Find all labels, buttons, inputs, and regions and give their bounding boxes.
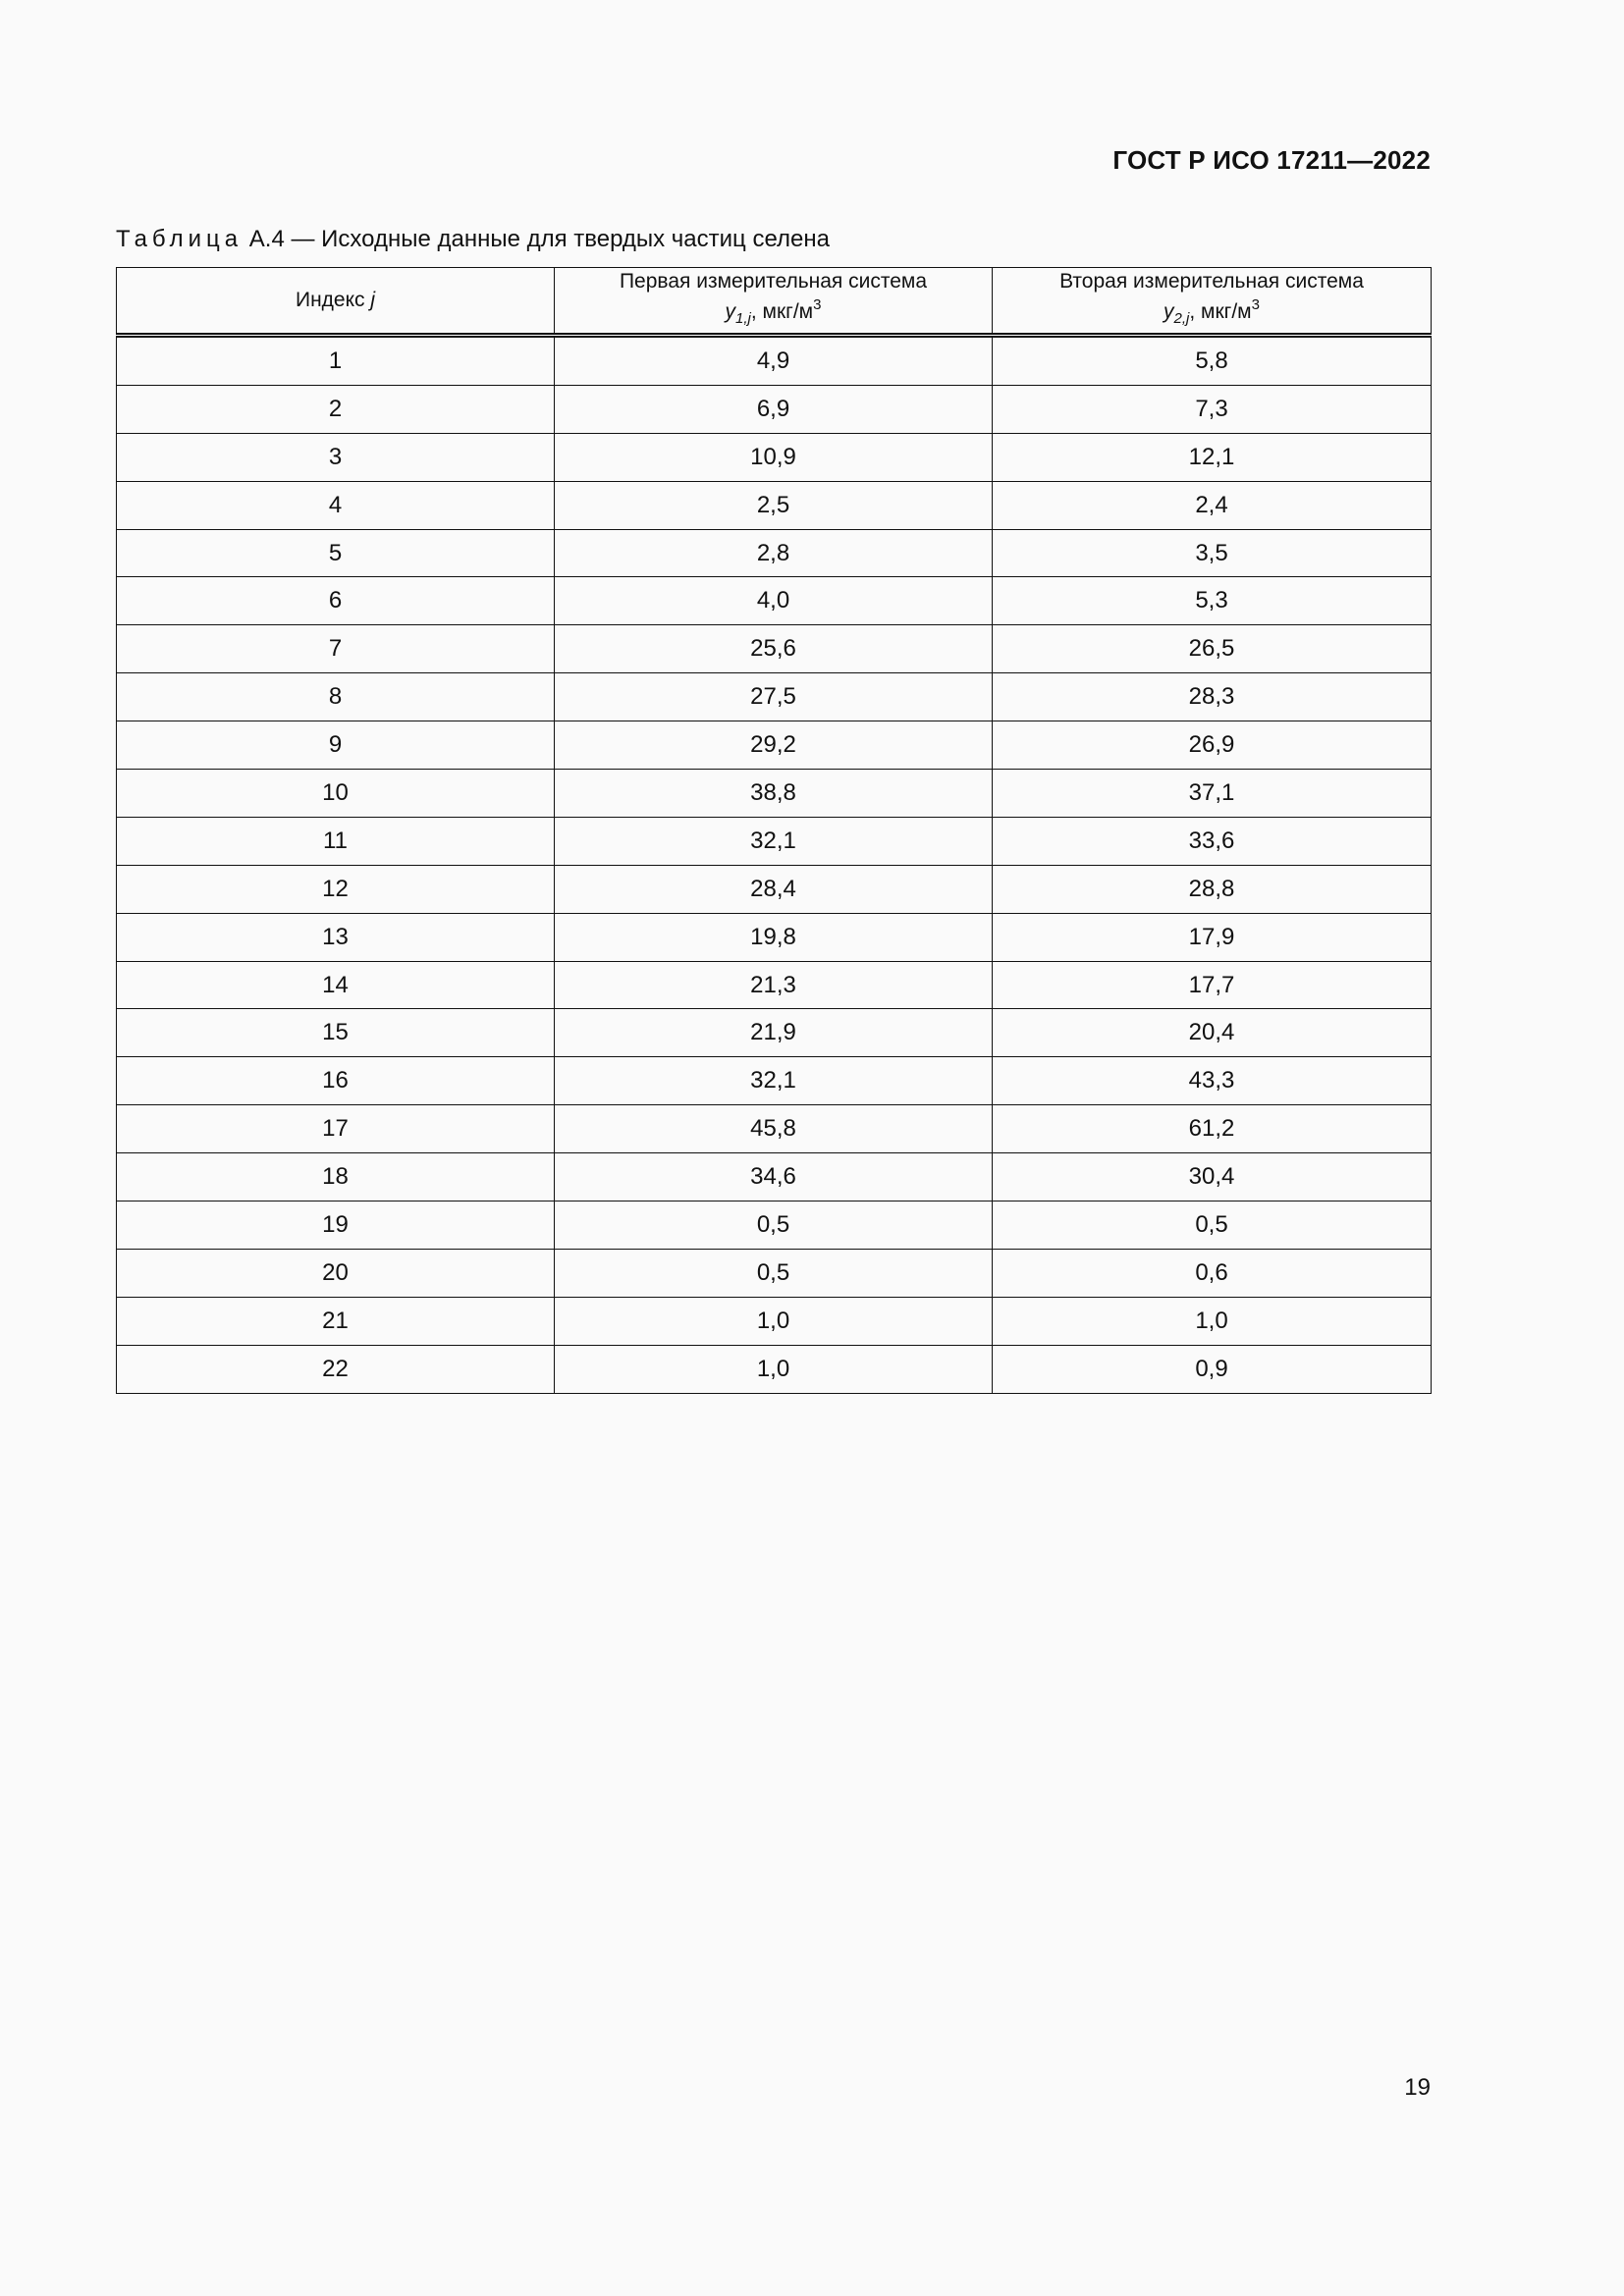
cell-second-system: 61,2 xyxy=(993,1105,1432,1153)
table-row xyxy=(117,1153,1432,1201)
cell-second-system: 37,1 xyxy=(993,770,1432,818)
cell-second-system: 0,9 xyxy=(993,1345,1432,1393)
cell-first-system: 32,1 xyxy=(555,817,993,865)
cell-first-system: 28,4 xyxy=(555,865,993,913)
cell-second-system: 20,4 xyxy=(993,1009,1432,1057)
header-first-system-unit-text: , мкг/м xyxy=(750,300,814,323)
table-row xyxy=(117,865,1432,913)
header-second-system-label: Вторая измерительная система xyxy=(1059,270,1364,293)
table-row xyxy=(117,1201,1432,1250)
header-first-system xyxy=(555,268,993,336)
cell-index: 3 xyxy=(117,433,555,481)
cell-first-system: 38,8 xyxy=(555,770,993,818)
table-row xyxy=(117,1057,1432,1105)
header-index-variable: j xyxy=(370,289,376,311)
cell-second-system: 26,9 xyxy=(993,721,1432,770)
table-row xyxy=(117,913,1432,961)
data-table-container xyxy=(116,267,1431,1394)
cell-index: 20 xyxy=(117,1249,555,1297)
header-second-system-unit-power: 3 xyxy=(1251,296,1260,313)
cell-first-system: 21,3 xyxy=(555,961,993,1009)
cell-index: 10 xyxy=(117,770,555,818)
table-row xyxy=(117,673,1432,721)
cell-index: 2 xyxy=(117,385,555,433)
table-row xyxy=(117,336,1432,386)
table-row xyxy=(117,1105,1432,1153)
cell-second-system: 1,0 xyxy=(993,1297,1432,1345)
table-caption xyxy=(116,226,830,253)
table-row xyxy=(117,625,1432,673)
cell-index: 14 xyxy=(117,961,555,1009)
cell-first-system: 4,9 xyxy=(555,336,993,386)
cell-first-system: 6,9 xyxy=(555,385,993,433)
table-row xyxy=(117,433,1432,481)
header-second-system xyxy=(993,268,1432,336)
cell-second-system: 17,9 xyxy=(993,913,1432,961)
cell-second-system: 28,8 xyxy=(993,865,1432,913)
cell-second-system: 28,3 xyxy=(993,673,1432,721)
cell-index: 16 xyxy=(117,1057,555,1105)
cell-index: 5 xyxy=(117,529,555,577)
cell-second-system: 43,3 xyxy=(993,1057,1432,1105)
cell-index: 22 xyxy=(117,1345,555,1393)
cell-index: 18 xyxy=(117,1153,555,1201)
cell-second-system: 17,7 xyxy=(993,961,1432,1009)
table-row xyxy=(117,1009,1432,1057)
cell-index: 21 xyxy=(117,1297,555,1345)
header-second-system-unit-text: , мкг/м xyxy=(1189,300,1252,323)
header-first-system-subscript: 1,j xyxy=(735,310,751,327)
cell-index: 13 xyxy=(117,913,555,961)
cell-first-system: 1,0 xyxy=(555,1297,993,1345)
table-caption-label: Таблица xyxy=(116,226,244,252)
header-first-system-label: Первая измерительная система xyxy=(619,270,928,293)
cell-second-system: 7,3 xyxy=(993,385,1432,433)
cell-second-system: 5,3 xyxy=(993,577,1432,625)
header-first-system-variable: y xyxy=(725,300,736,323)
header-index xyxy=(117,268,555,336)
table-row xyxy=(117,817,1432,865)
table-row xyxy=(117,721,1432,770)
cell-second-system: 3,5 xyxy=(993,529,1432,577)
table-row xyxy=(117,577,1432,625)
data-table xyxy=(116,267,1432,1394)
table-row xyxy=(117,385,1432,433)
cell-index: 4 xyxy=(117,481,555,529)
cell-first-system: 0,5 xyxy=(555,1249,993,1297)
cell-second-system: 26,5 xyxy=(993,625,1432,673)
cell-index: 9 xyxy=(117,721,555,770)
cell-first-system: 45,8 xyxy=(555,1105,993,1153)
table-row xyxy=(117,770,1432,818)
cell-second-system: 5,8 xyxy=(993,336,1432,386)
table-row xyxy=(117,1297,1432,1345)
cell-index: 1 xyxy=(117,336,555,386)
cell-index: 19 xyxy=(117,1201,555,1250)
cell-first-system: 0,5 xyxy=(555,1201,993,1250)
table-caption-text: А.4 — Исходные данные для твердых частиц селена xyxy=(248,226,830,252)
table-row xyxy=(117,481,1432,529)
table-header-row xyxy=(117,268,1432,336)
table-row xyxy=(117,529,1432,577)
cell-first-system: 32,1 xyxy=(555,1057,993,1105)
page-number: 19 xyxy=(1404,2074,1431,2101)
cell-index: 6 xyxy=(117,577,555,625)
cell-index: 8 xyxy=(117,673,555,721)
header-second-system-unit xyxy=(1001,294,1423,331)
cell-index: 17 xyxy=(117,1105,555,1153)
cell-second-system: 12,1 xyxy=(993,433,1432,481)
cell-first-system: 2,8 xyxy=(555,529,993,577)
cell-first-system: 25,6 xyxy=(555,625,993,673)
cell-first-system: 19,8 xyxy=(555,913,993,961)
table-row xyxy=(117,1345,1432,1393)
cell-index: 15 xyxy=(117,1009,555,1057)
cell-first-system: 34,6 xyxy=(555,1153,993,1201)
cell-first-system: 29,2 xyxy=(555,721,993,770)
cell-first-system: 2,5 xyxy=(555,481,993,529)
cell-second-system: 33,6 xyxy=(993,817,1432,865)
header-index-label: Индекс xyxy=(295,289,365,311)
cell-first-system: 21,9 xyxy=(555,1009,993,1057)
header-second-system-subscript: 2,j xyxy=(1173,310,1190,327)
cell-second-system: 2,4 xyxy=(993,481,1432,529)
header-second-system-variable: y xyxy=(1164,300,1174,323)
cell-second-system: 0,5 xyxy=(993,1201,1432,1250)
cell-first-system: 4,0 xyxy=(555,577,993,625)
document-designation: ГОСТ Р ИСО 17211—2022 xyxy=(1112,145,1431,175)
header-first-system-unit xyxy=(563,294,984,331)
cell-index: 12 xyxy=(117,865,555,913)
header-first-system-unit-power: 3 xyxy=(813,296,822,313)
cell-first-system: 1,0 xyxy=(555,1345,993,1393)
cell-first-system: 10,9 xyxy=(555,433,993,481)
table-row xyxy=(117,1249,1432,1297)
table-row xyxy=(117,961,1432,1009)
cell-second-system: 30,4 xyxy=(993,1153,1432,1201)
cell-second-system: 0,6 xyxy=(993,1249,1432,1297)
table-body xyxy=(117,336,1432,1394)
cell-index: 11 xyxy=(117,817,555,865)
cell-index: 7 xyxy=(117,625,555,673)
cell-first-system: 27,5 xyxy=(555,673,993,721)
